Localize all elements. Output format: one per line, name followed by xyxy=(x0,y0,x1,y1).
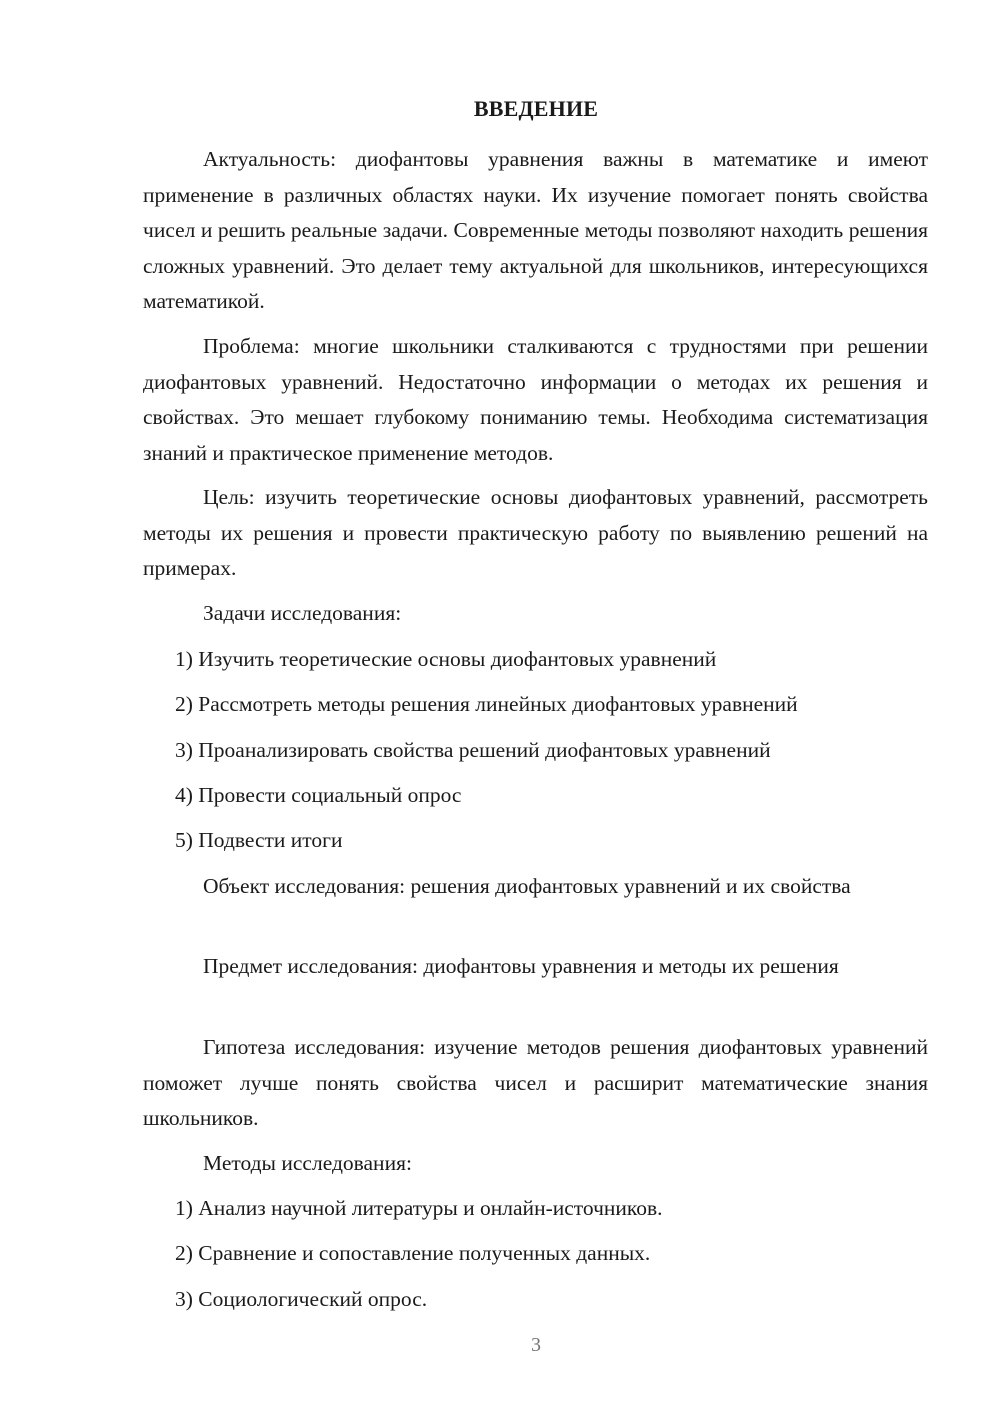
method-item: 1) Анализ научной литературы и онлайн-источников. xyxy=(175,1196,663,1220)
task-item: 3) Проанализировать свойства решений диофантовых уравнений xyxy=(175,738,771,762)
methods-heading: Методы исследования: xyxy=(203,1151,412,1175)
task-item: 4) Провести социальный опрос xyxy=(175,783,462,807)
task-item: 1) Изучить теоретические основы диофантовых уравнений xyxy=(175,647,717,671)
subject-paragraph: Предмет исследования: диофантовы уравнения и методы их решения xyxy=(203,954,839,978)
page-number: 3 xyxy=(531,1334,541,1356)
goal-paragraph: Цель: изучить теоретические основы диофантовых уравнений, рассмотреть методы их решения и провести практическую работу по выявлению решений на примерах. xyxy=(143,485,928,580)
method-item: 2) Сравнение и сопоставление полученных данных. xyxy=(175,1241,651,1265)
problem-paragraph: Проблема: многие школьники сталкиваются с трудностями при решении диофантовых уравнений. Недостаточно информации о методах их решения и свойствах. Это мешает глубокому пониманию темы. Необходима систематизация знаний и практическое применение методов. xyxy=(143,334,928,465)
task-item: 5) Подвести итоги xyxy=(175,828,343,852)
hypothesis-paragraph: Гипотеза исследования: изучение методов решения диофантовых уравнений поможет лучше понять свойства чисел и расширит математические знания школьников. xyxy=(143,1035,928,1130)
task-item: 2) Рассмотреть методы решения линейных диофантовых уравнений xyxy=(175,692,798,716)
method-item: 3) Социологический опрос. xyxy=(175,1287,428,1311)
relevance-paragraph: Актуальность: диофантовы уравнения важны в математике и имеют применение в различных областях науки. Их изучение помогает понять свойства чисел и решить реальные задачи. Современные методы позволяют находить решения сложных уравнений. Это делает тему актуальной для школьников, интересующихся математикой. xyxy=(143,147,928,313)
object-paragraph: Объект исследования: решения диофантовых уравнений и их свойства xyxy=(203,874,851,898)
section-heading: ВВЕДЕНИЕ xyxy=(473,96,599,121)
tasks-heading: Задачи исследования: xyxy=(203,601,402,625)
